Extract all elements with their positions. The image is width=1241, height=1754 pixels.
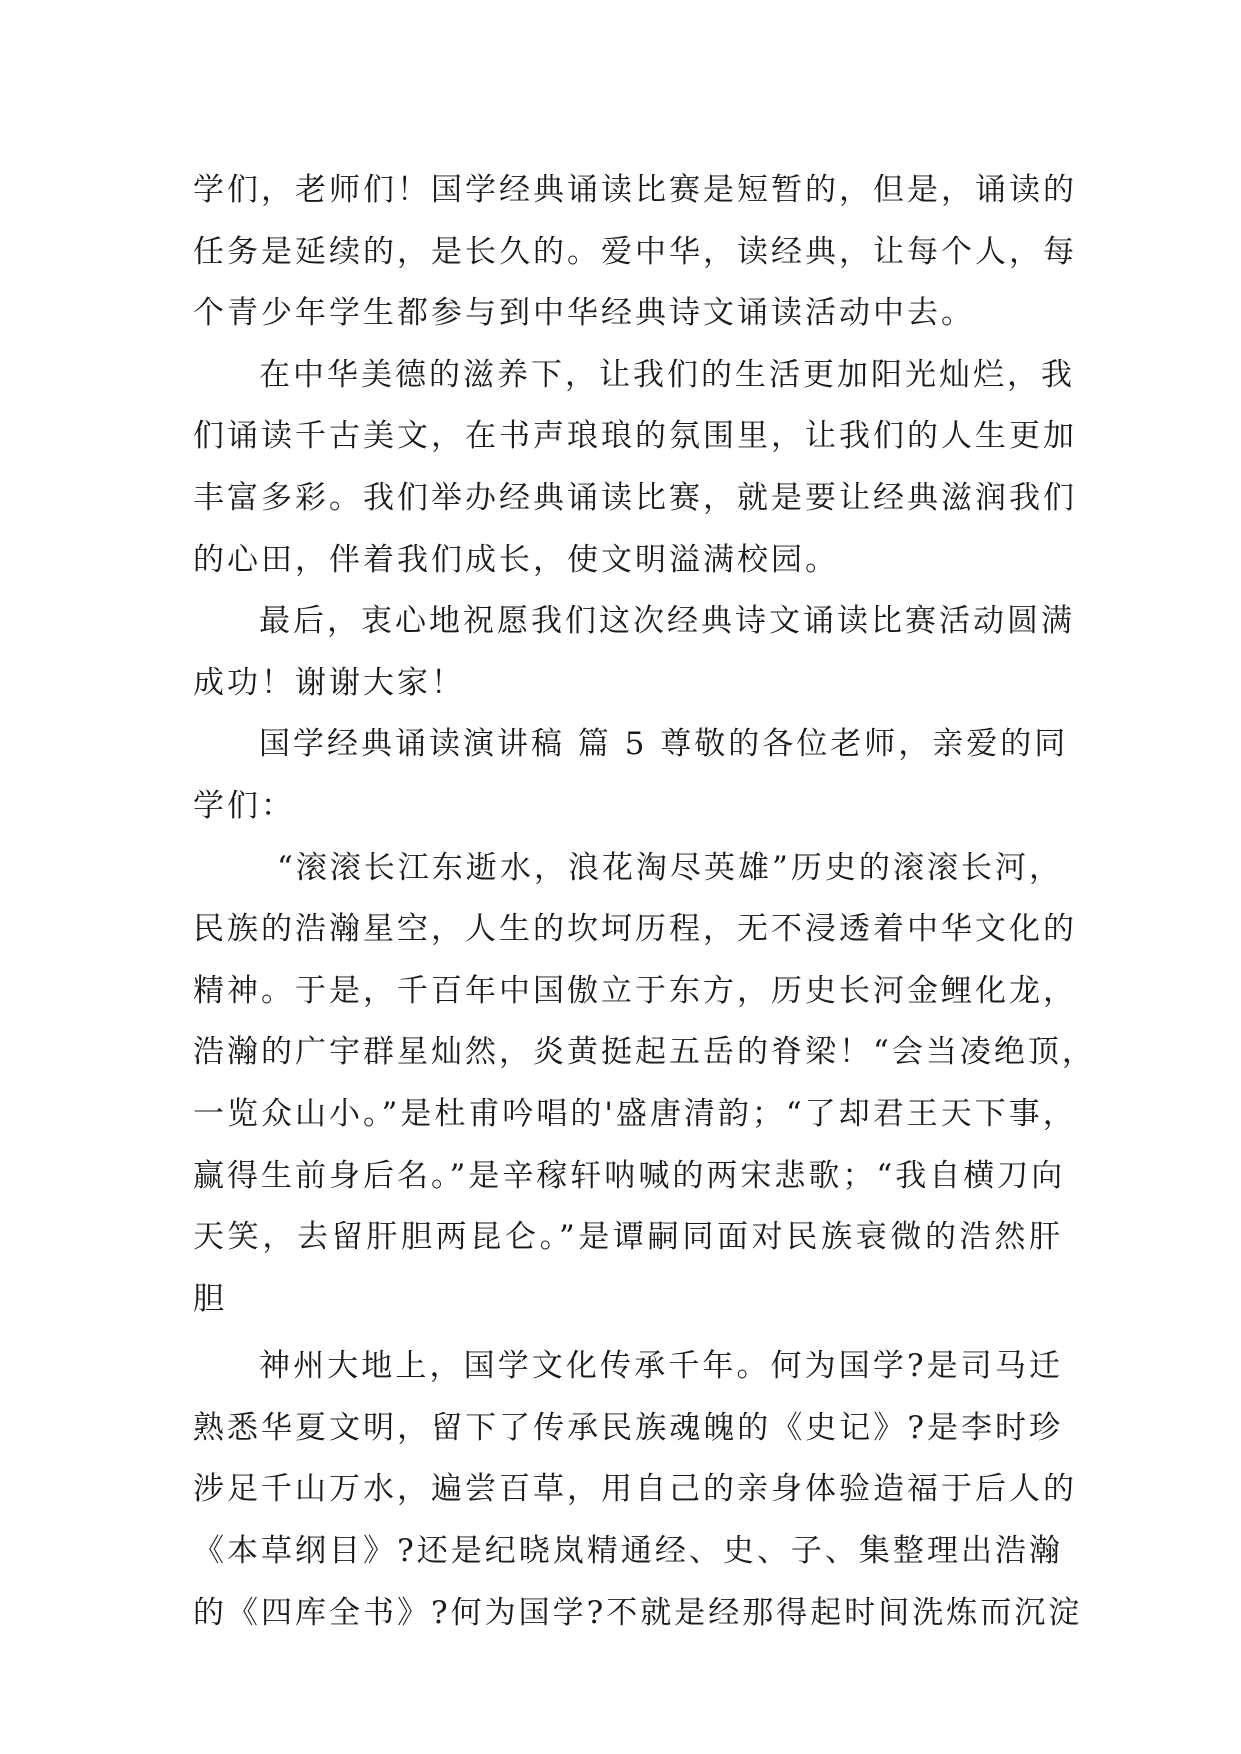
paragraph-start-line: 最后，衷心地祝愿我们这次经典诗文诵读比赛活动圆满 <box>259 603 1075 640</box>
text-line: 一览众山小。”是杜甫吟唱的'盛唐清韵；“了却君王天下事， <box>193 1095 1077 1132</box>
text-line: 熟悉华夏文明，留下了传承民族魂魄的《史记》?是李时珍 <box>193 1409 1063 1446</box>
paragraph-start-line: “滚滚长江东逝水，浪花淘尽英雄”历史的滚滚长河， <box>277 849 1063 886</box>
text-line: 天笑，去留肝胆两昆仑。”是谭嗣同面对民族衰微的浩然肝 <box>193 1219 1063 1256</box>
text-line: 的《四库全书》?何为国学?不就是经那得起时间洗炼而沉淀 <box>193 1594 1083 1631</box>
text-line: 个青少年学生都参与到中华经典诗文诵读活动中去。 <box>193 295 975 332</box>
text-line: 赢得生前身后名。”是辛稼轩呐喊的两宋悲歌；“我自横刀向 <box>193 1157 1066 1194</box>
text-line: 精神。于是，千百年中国傲立于东方，历史长河金鲤化龙， <box>193 972 1077 1009</box>
paragraph-start-line: 神州大地上，国学文化传承千年。何为国学?是司马迁 <box>259 1348 1063 1385</box>
text-line: 们诵读千古美文，在书声琅琅的氛围里，让我们的人生更加 <box>193 418 1077 455</box>
text-line: 民族的浩瀚星空，人生的坎坷历程，无不浸透着中华文化的 <box>193 911 1077 948</box>
text-line: 的心田，伴着我们成长，使文明溢满校园。 <box>193 541 839 578</box>
text-line: 浩瀚的广宇群星灿然，炎黄挺起五岳的脊梁！“会当凌绝顶， <box>193 1034 1096 1071</box>
text-line: 《本草纲目》?还是纪晓岚精通经、史、子、集整理出浩瀚 <box>193 1533 1063 1570</box>
text-line: 胆 <box>193 1280 227 1317</box>
text-line: 任务是延续的，是长久的。爱中华，读经典，让每个人，每 <box>193 233 1077 270</box>
text-line: 丰富多彩。我们举办经典诵读比赛，就是要让经典滋润我们 <box>193 479 1077 516</box>
text-line: 成功！谢谢大家！ <box>193 664 465 701</box>
section-heading-line: 国学经典诵读演讲稿 篇 5 尊敬的各位老师，亲爱的同 <box>259 726 1069 763</box>
text-line: 学们： <box>193 787 295 824</box>
text-line: 涉足千山万水，遍尝百草，用自己的亲身体验造福于后人的 <box>193 1471 1077 1508</box>
text-line: 学们，老师们！国学经典诵读比赛是短暂的，但是，诵读的 <box>193 172 1077 208</box>
document-body <box>193 160 1096 1644</box>
paragraph-start-line: 在中华美德的滋养下，让我们的生活更加阳光灿烂，我 <box>259 356 1075 393</box>
